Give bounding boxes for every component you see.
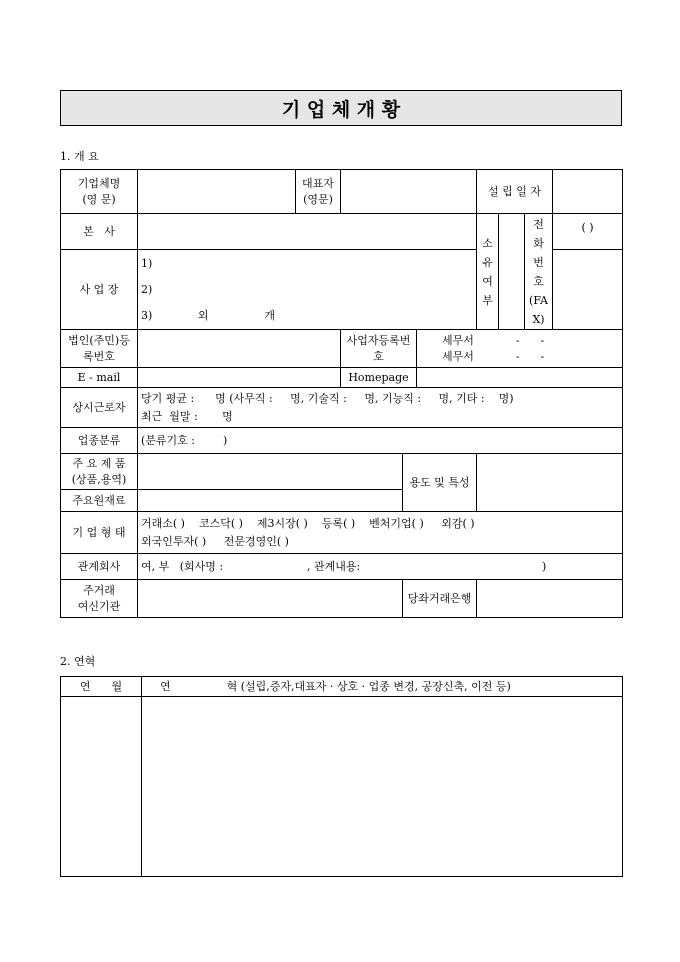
products-field[interactable] (138, 454, 403, 490)
workplace-line-1: 1) (141, 256, 153, 270)
history-date-header: 연 월 (61, 677, 142, 697)
affiliate-label: 관계회사 (61, 554, 138, 580)
employees-field[interactable] (138, 388, 623, 428)
materials-label: 주요원재료 (61, 490, 138, 512)
history-content-header: 연 혁 (설립,증자,대표자 · 상호 · 업종 변경, 공장신축, 이전 등) (142, 677, 623, 697)
corp-reg-field[interactable] (138, 330, 341, 368)
company-name-label: 기업체명 (영 문) (61, 170, 138, 214)
account-bank-label: 당좌거래은행 (403, 580, 477, 618)
employees-line-1: 당기 평균 : 명 (사무직 : 명, 기술직 : 명, 기능직 : 명, 기타 : 명) (141, 391, 514, 405)
account-bank-field[interactable] (477, 580, 623, 618)
corp-type-field[interactable] (138, 512, 623, 554)
history-date-field[interactable] (61, 697, 142, 877)
tax-office-line-1: 세무서 - - (442, 333, 545, 347)
head-office-field[interactable] (138, 214, 477, 250)
employees-label: 상시근로자 (61, 388, 138, 428)
workplace-line-2: 2) (141, 282, 153, 296)
employees-line-2: 최근 월말 : 명 (141, 409, 233, 423)
section-heading-history: 2. 연혁 (60, 655, 96, 668)
company-name-field[interactable] (138, 170, 296, 214)
bank-label: 주거래 여신기관 (61, 580, 138, 618)
page-title: 기 업 체 개 황 (60, 90, 622, 126)
corp-type-label: 기 업 형 태 (61, 512, 138, 554)
history-content-field[interactable] (142, 697, 623, 877)
representative-label: 대표자 (영문) (296, 170, 341, 214)
corp-type-line-2: 외국인투자( ) 전문경영인( ) (141, 534, 289, 548)
materials-field[interactable] (138, 490, 403, 512)
bank-field[interactable] (138, 580, 403, 618)
head-office-label: 본 사 (61, 214, 138, 250)
ownership-field[interactable] (499, 214, 525, 330)
phone-field[interactable]: ( ) (553, 214, 623, 250)
corp-reg-label: 법인(주민)등 록번호 (61, 330, 138, 368)
history-table (60, 676, 623, 877)
workplace-label: 사 업 장 (61, 250, 138, 330)
section-heading-overview: 1. 개 요 (60, 150, 99, 163)
biz-reg-label: 사업자등록번호 (341, 330, 417, 368)
tax-office-line-2: 세무서 - - (442, 349, 545, 363)
corp-type-line-1: 거래소( ) 코스닥( ) 제3시장( ) 등록( ) 벤처기업( ) 외감( ) (141, 516, 475, 530)
homepage-field[interactable] (417, 368, 623, 388)
usage-label: 용도 및 특성 (403, 454, 477, 512)
established-label: 설 립 일 자 (477, 170, 553, 214)
representative-field[interactable] (341, 170, 477, 214)
overview-table (60, 169, 623, 618)
industry-field[interactable]: (분류기호 : ) (138, 428, 623, 454)
established-field[interactable] (553, 170, 623, 214)
homepage-label: Homepage (341, 368, 417, 388)
products-label: 주 요 제 품 (상품,용역) (61, 454, 138, 490)
workplace-line-3: 3) 외 개 (141, 308, 275, 322)
usage-field[interactable] (477, 454, 623, 512)
industry-label: 업종분류 (61, 428, 138, 454)
email-field[interactable] (138, 368, 341, 388)
ownership-label: 소 유 여 부 (477, 214, 499, 330)
email-label: E - mail (61, 368, 138, 388)
tax-office-field[interactable] (417, 330, 623, 368)
affiliate-field[interactable]: 여, 부 (회사명 : , 관계내용: ) (138, 554, 623, 580)
fax-field[interactable] (553, 250, 623, 330)
workplace-field[interactable] (138, 250, 477, 330)
phone-fax-label: 전 화 번 호 (FA X) (525, 214, 553, 330)
